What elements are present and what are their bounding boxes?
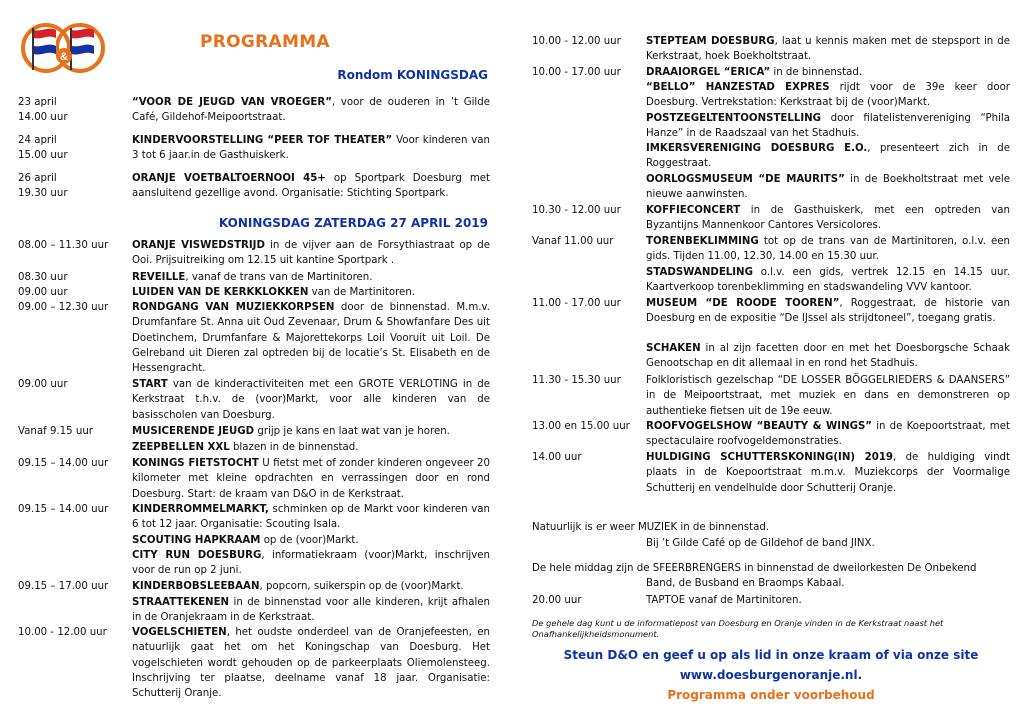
event-time: 09.15 – 14.00 uur [18,504,109,515]
event-text: in de binnenstad voor alle kinderen, krijt afhalen in de Oranjekraam in de Kerkstraat. [132,597,490,624]
event-row [532,419,1010,450]
event-title: SCOUTING HAPKRAAM [132,535,261,546]
event-time: 10.30 - 12.00 uur [532,205,621,216]
event-row [18,424,490,439]
event-description [132,595,490,626]
event-time: 08.00 – 11.30 uur [18,240,109,251]
event-text: , informatiekraam (voor)Markt, inschrijven voor de run op 2 juni. [132,550,490,577]
event-row [532,203,1010,234]
event-text: van de Martinitoren. [308,287,416,298]
event-text: , de huldiging vindt plaats in de Koepoortstraat m.m.v. Muziekcorps der Voormalige Schutterij en vendelhulde door Schutterij Oranje. [646,452,1010,494]
event-title: IMKERSVERENIGING DOESBURG E.O. [646,143,868,154]
event-row [532,450,1010,496]
event-title: STRAATTEKENEN [132,597,230,608]
event-row [18,171,490,202]
event-text: in de Gasthuiskerk, met een optreden van Byzantijns Mannenkoor Cantores Versicolores. [646,205,1010,232]
event-time: 09.00 uur [18,287,68,298]
event-title: DRAAIORGEL “ERICA” [646,67,771,78]
event-description [646,80,1010,111]
event-title: VOGELSCHIETEN [132,627,227,638]
closing-sfeer [532,561,1010,592]
event-title: KINDERVOORSTELLING “PEER TOF THEATER” [132,135,393,146]
event-row [18,300,490,376]
event-text: U fietst met of zonder kinderen ongeveer 20 kilometer met kleine opdrachten en verrassingen door en rond Doesburg. Start: de kraam van D&O in de Kerkstraat. [132,458,490,500]
event-text: , voor de ouderen in ’t Gilde Café, Gildehof-Meipoortstraat. [132,97,490,124]
event-row [18,377,490,423]
event-text: grijp je kans en laat wat van je horen. [254,426,450,437]
closing-muziek [532,520,1010,535]
event-title: TORENBEKLIMMING [646,236,759,247]
event-text: tot op de trans van de Martinitoren, o.l.v. een gids. Tijden 11.00, 12.30, 14.00 en 15.30 uur. [646,236,1010,263]
event-title: ROOFVOGELSHOW “BEAUTY & WINGS” [646,421,872,432]
event-text: in de vijver aan de Forsythiastraat op de Ooi. Prijsuitreiking om 12.15 uit kantine Sportpark . [132,240,490,267]
event-row [18,133,490,164]
event-text: , het oudste onderdeel van de Oranjefeesten, en natuurlijk gaat het om het Koningschap van Doesburg. Het vogelschieten wordt gehouden op de parkeerplaats Oliemolensteeg. Inschrijving ter plaatse, deelname vanaf 18 jaar. Organisatie: Schutterij Oranje. [132,627,490,700]
event-title: MUSICERENDE JEUGD [132,426,255,437]
page-title: PROGRAMMA [200,32,330,52]
event-time: 09.15 – 17.00 uur [18,581,109,592]
closing-line-2: Bij ’t Gilde Café op de Gildehof de band JINX. [646,538,875,549]
event-row [532,141,1010,172]
event-row [18,533,490,548]
event-row [532,34,1010,65]
event-row [532,111,1010,142]
event-description [646,65,1010,80]
event-description [132,300,490,376]
event-text: , presenteert zich in de Roggestraat. [646,143,1010,170]
event-row [532,80,1010,111]
event-title: POSTZEGELTENTOONSTELLING [646,113,822,124]
event-text: door filatelistenvereniging “Phila Hanze” in de Raadszaal van het Stadhuis. [646,113,1010,140]
event-time: 11.30 - 15.30 uur [532,375,621,386]
event-description [646,265,1010,296]
taptoe-time: 20.00 uur [532,595,582,606]
event-title: RONDGANG VAN MUZIEKKORPSEN [132,302,335,313]
event-text: schminken op de Markt voor kinderen van 6 tot 12 jaar. Organisatie: Scouting Isala. [132,504,490,531]
taptoe-text: TAPTOE vanaf de Martinitoren. [646,595,802,606]
event-row [18,95,490,126]
event-description [132,440,490,455]
event-description [132,424,490,439]
event-title: OORLOGSMUSEUM “DE MAURITS” [646,174,845,185]
closing-jinx [532,536,1010,551]
event-row [18,285,490,300]
event-title: ORANJE VISWEDSTRIJD [132,240,265,251]
event-description [646,141,1010,172]
event-title: “BELLO” HANZESTAD EXPRES [646,82,830,93]
event-text: van de kinderactiviteiten met een GROTE VERLOTING in de Kerkstraat t.h.v. de (voor)Markt, voor alle kinderen van de basisscholen van Doesburg. [132,379,490,421]
event-time: 24 april 15.00 uur [18,135,68,162]
event-time: 10.00 - 17.00 uur [532,67,621,78]
event-row [18,456,490,502]
event-time: 08.30 uur [18,272,68,283]
event-title: REVEILLE [132,272,186,283]
event-row [18,625,490,701]
event-description [646,419,1010,450]
event-text: in de Koepoortstraat, met spectaculaire roofvogeldemonstraties. [646,421,1010,448]
event-description [132,95,490,126]
event-row [18,440,490,455]
taptoe-row [532,593,1010,608]
event-description [132,502,490,533]
event-description [132,579,490,594]
event-text: o.l.v. een gids, vertrek 12.15 en 14.15 uur. Kaartverkoop torenbeklimming en stadswandeling VVV kantoor. [646,267,1010,294]
event-time: 23 april 14.00 uur [18,97,68,124]
section-title-rondom: Rondom KONINGSDAG [337,68,488,82]
footer-support: Steun D&O en geef u op als lid in onze kraam of via onze site [563,648,979,662]
closing-line-1: Natuurlijk is er weer MUZIEK in de binnenstad. [532,522,770,533]
event-row [18,579,490,594]
event-time: Vanaf 9.15 uur [18,426,93,437]
event-text: door de binnenstad. M.m.v. Drumfanfare St. Anna uit Oud Zevenaar, Drum & Showfanfare Des uit Doetinchem, Drumfanfare & Majorettekorps Loil Vooruit uit Loil. De Gelreband uit Dieren zal optreden bij de locatie’s St. Elisabeth en de Hessengracht. [132,302,490,375]
event-description [132,377,490,423]
event-title: ORANJE VOETBALTOERNOOI 45+ [132,173,326,184]
event-time: 11.00 - 17.00 uur [532,298,621,309]
event-text: rijdt voor de 39e keer door Doesburg. Vertrekstation: Kerkstraat bij de (voor)Markt. [646,82,1010,109]
event-text: , popcorn, suikerspin op de (voor)Markt. [259,581,464,592]
event-title: “VOOR DE JEUGD VAN VROEGER” [132,97,332,108]
svg-text:&: & [60,51,68,63]
event-time: 13.00 en 15.00 uur [532,421,630,432]
event-title: STADSWANDELING [646,267,753,278]
event-title: MUSEUM “DE ROODE TOOREN” [646,298,840,309]
closing-line-3: De hele middag zijn de SFEERBRENGERS in binnenstad de dweilorkesten De Onbekend [532,563,977,574]
event-time: Vanaf 11.00 uur [532,236,614,247]
event-text: op de (voor)Markt. [260,535,359,546]
event-row [532,296,1010,327]
event-row [18,548,490,579]
event-description [132,270,490,285]
event-text: op Sportpark Doesburg met aansluitend gezellige avond. Organisatie: Stichting Sportpark. [132,173,491,200]
info-note: De gehele dag kunt u de informatiepost van Doesburg en Oranje vinden in de Kerkstraat naast het Onafhankelijkheidsmonument. [532,618,944,639]
event-description [132,625,490,701]
event-row [532,373,1010,419]
event-description [646,373,1010,419]
event-text: in de Boekholtstraat met vele nieuwe aanwinsten. [646,174,1011,201]
event-time: 26 april 19.30 uur [18,173,68,200]
event-text: , Roggestraat, de historie van Doesburg en de expositie “De IJssel als strijdtoneel”, toegang gratis. [646,298,1011,325]
event-description [132,285,490,300]
event-description [132,533,490,548]
event-row [532,341,1010,372]
event-time: 09.00 – 12.30 uur [18,302,109,313]
event-description [646,34,1010,65]
event-text: in de binnenstad. [770,67,863,78]
event-title: STEPTEAM DOESBURG [646,36,775,47]
event-text: Folkloristisch gezelschap “DE LOSSER BÖGGELRIEDERS & DAANSERS” in de Meipoortstraat, met muziek en dans en demonstreren op authentieke fietsen uit de 19e eeuw. [646,375,1010,417]
event-description [132,133,490,164]
event-text: blazen in de binnenstad. [229,442,359,453]
event-text: Voor kinderen van 3 tot 6 jaar.in de Gasthuiskerk. [132,135,490,162]
event-description [132,456,490,502]
event-title: KOFFIECONCERT [646,205,741,216]
event-description [132,238,490,269]
event-row [532,265,1010,296]
event-description [646,234,1010,265]
event-time: 14.00 uur [532,452,582,463]
event-row [18,502,490,533]
event-title: LUIDEN VAN DE KERKKLOKKEN [132,287,309,298]
event-time: 09.15 – 14.00 uur [18,458,109,469]
event-description [132,548,490,579]
event-row [18,270,490,285]
event-description [646,341,1010,372]
event-title: KONINGS FIETSTOCHT [132,458,259,469]
event-title: CITY RUN DOESBURG [132,550,262,561]
closing-line-4: Band, de Busband en Braomps Kabaal. [646,578,845,590]
event-time: 10.00 - 12.00 uur [18,627,107,638]
event-time: 09.00 uur [18,379,68,390]
event-description [646,111,1010,142]
event-description [646,296,1010,327]
event-description [646,172,1010,203]
event-title: KINDERROMMELMARKT, [132,504,269,515]
event-row [18,238,490,269]
event-time: 10.00 - 12.00 uur [532,36,621,47]
section-title-koningsdag: KONINGSDAG ZATERDAG 27 APRIL 2019 [218,216,488,230]
event-row [532,234,1010,265]
footer-website[interactable]: www.doesburgenoranje.nl. [679,668,863,682]
event-row [532,65,1010,80]
event-description [646,203,1010,234]
footer-disclaimer: Programma onder voorbehoud [667,688,875,702]
event-description [132,171,490,202]
event-text: , vanaf de trans van de Martinitoren. [185,272,373,283]
event-title: HULDIGING SCHUTTERSKONING(IN) 2019 [646,452,894,463]
event-title: KINDERBOBSLEEBAAN [132,581,260,592]
event-title: START [132,379,168,390]
event-row [532,172,1010,203]
do-logo [18,20,110,76]
event-text: in al zijn facetten door en met het Doesborgsche Schaak Genootschap en dit allemaal in en rond het Stadhuis. [646,343,1010,370]
event-text: , laat u kennis maken met de stepsport in de Kerkstraat, hoek Boekholtstraat. [646,36,1010,63]
event-row [18,595,490,626]
event-title: ZEEPBELLEN XXL [132,442,230,453]
event-description [646,450,1010,496]
event-title: SCHAKEN [646,343,701,354]
